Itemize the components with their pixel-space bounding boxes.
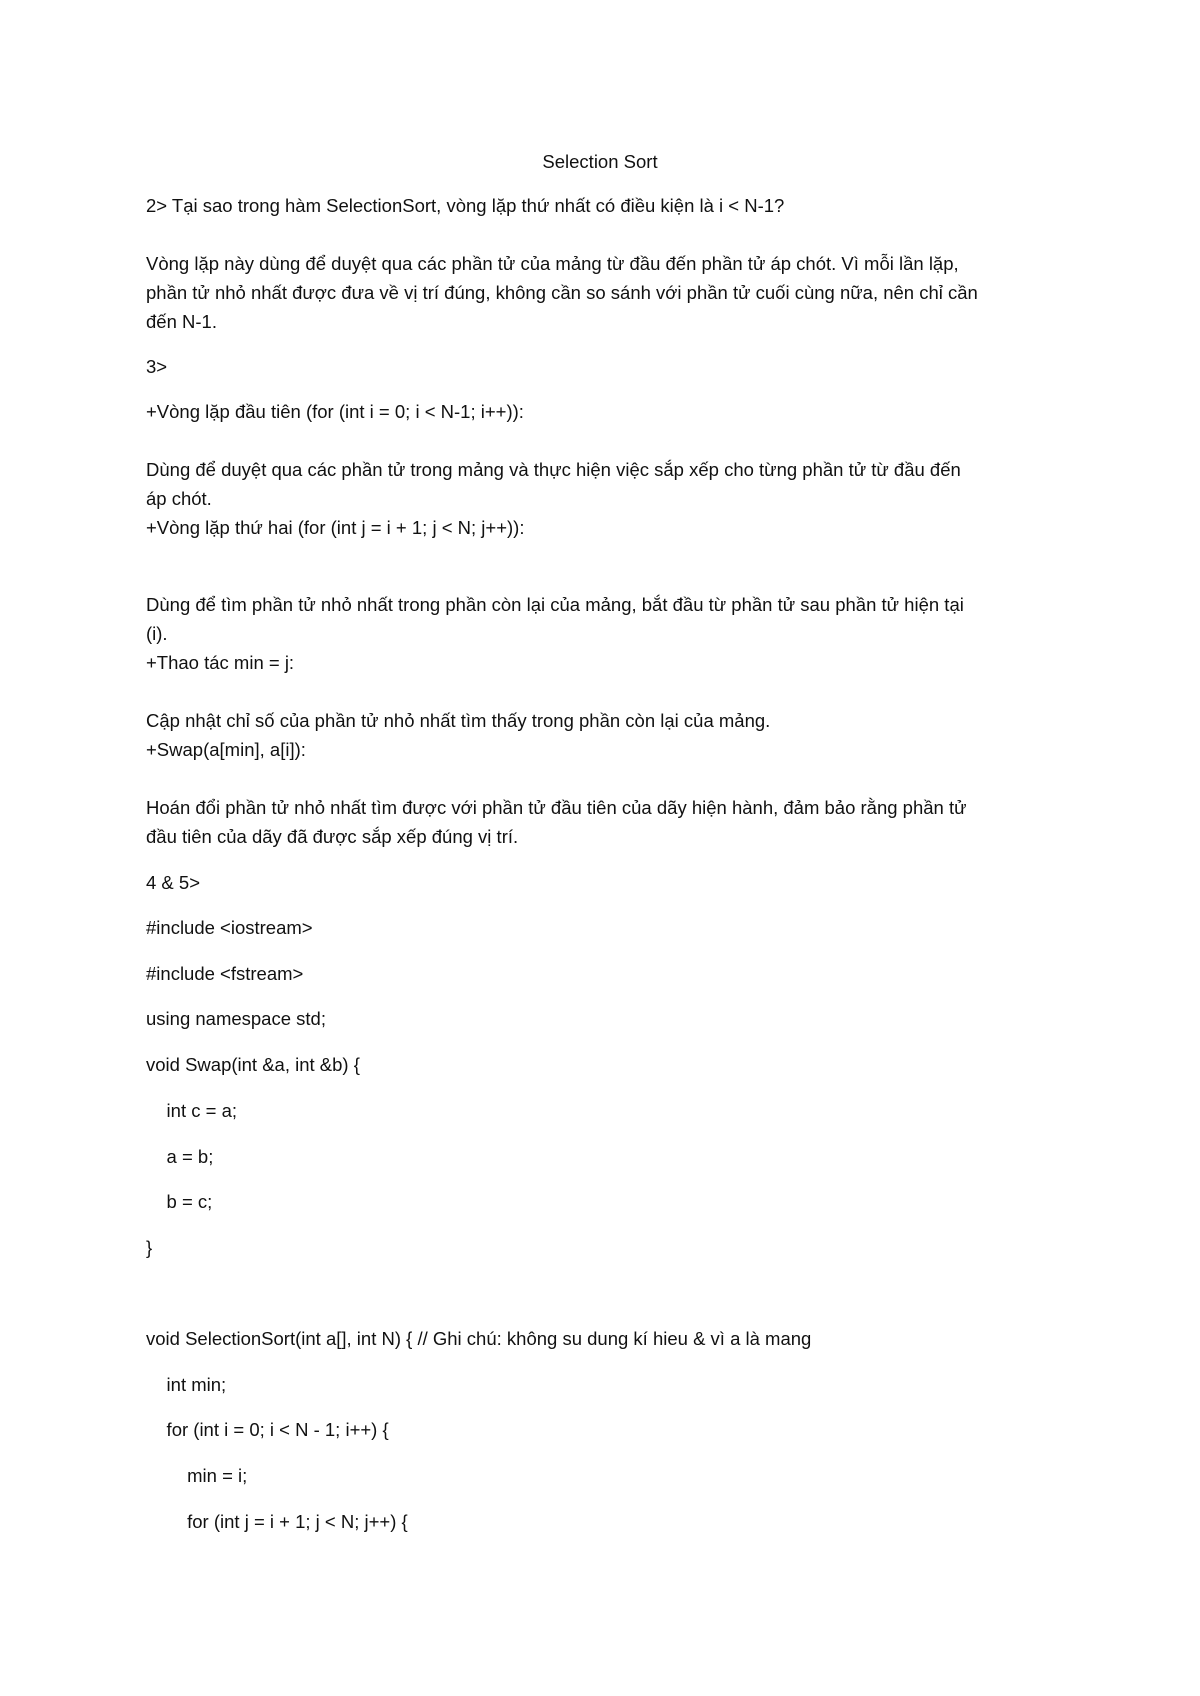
section-3-loop-1-desc-1: Dùng để duyệt qua các phần tử trong mảng và thực hiện việc sắp xếp cho từng phần tử từ đầu đến: [146, 459, 961, 480]
section-3-heading: 3>: [146, 356, 168, 377]
code-line-4: void Swap(int &a, int &b) {: [146, 1054, 360, 1075]
code-line-9: void SelectionSort(int a[], int N) { // Ghi chú: không su dung kí hieu & vì a là mang: [146, 1328, 812, 1349]
section-3-swap-heading: +Swap(a[min], a[i]):: [146, 739, 306, 760]
section-4-5-heading: 4 & 5>: [146, 872, 201, 893]
code-line-5: int c = a;: [146, 1100, 238, 1121]
section-3-swap-desc-2: đầu tiên của dãy đã được sắp xếp đúng vị trí.: [146, 826, 519, 847]
section-3-loop-2-heading: +Vòng lặp thứ hai (for (int j = i + 1; j < N; j++)):: [146, 517, 525, 538]
section-3-loop-2-desc-2: (i).: [146, 623, 168, 644]
code-line-12: min = i;: [146, 1465, 248, 1486]
section-3-min-desc: Cập nhật chỉ số của phần tử nhỏ nhất tìm thấy trong phần còn lại của mảng.: [146, 710, 771, 731]
section-3-loop-1-heading: +Vòng lặp đầu tiên (for (int i = 0; i < N-1; i++)):: [146, 401, 524, 422]
page-title: Selection Sort: [542, 151, 658, 172]
code-line-10: int min;: [146, 1374, 227, 1395]
section-3-loop-1-desc-2: áp chót.: [146, 488, 212, 509]
section-3-min-heading: +Thao tác min = j:: [146, 652, 295, 673]
code-line-2: #include <fstream>: [146, 963, 304, 984]
code-line-3: using namespace std;: [146, 1008, 326, 1029]
code-line-11: for (int i = 0; i < N - 1; i++) {: [146, 1419, 389, 1440]
question-2: 2> Tại sao trong hàm SelectionSort, vòng lặp thứ nhất có điều kiện là i < N-1?: [146, 195, 785, 216]
section-3-loop-2-desc-1: Dùng để tìm phần tử nhỏ nhất trong phần còn lại của mảng, bắt đầu từ phần tử sau phần tử hiện tại: [146, 594, 964, 615]
answer-2-line-2: phần tử nhỏ nhất được đưa về vị trí đúng, không cần so sánh với phần tử cuối cùng nữa, nên chỉ cần: [146, 282, 978, 303]
code-line-7: b = c;: [146, 1191, 213, 1212]
code-line-1: #include <iostream>: [146, 917, 313, 938]
section-3-swap-desc-1: Hoán đổi phần tử nhỏ nhất tìm được với phần tử đầu tiên của dãy hiện hành, đảm bảo rằng phần tử: [146, 797, 967, 818]
answer-2-line-1: Vòng lặp này dùng để duyệt qua các phần tử của mảng từ đầu đến phần tử áp chót. Vì mỗi lần lặp,: [146, 253, 959, 274]
code-line-6: a = b;: [146, 1146, 214, 1167]
answer-2-line-3: đến N-1.: [146, 311, 217, 332]
code-line-8: }: [146, 1237, 153, 1258]
code-line-13: for (int j = i + 1; j < N; j++) {: [146, 1511, 408, 1532]
